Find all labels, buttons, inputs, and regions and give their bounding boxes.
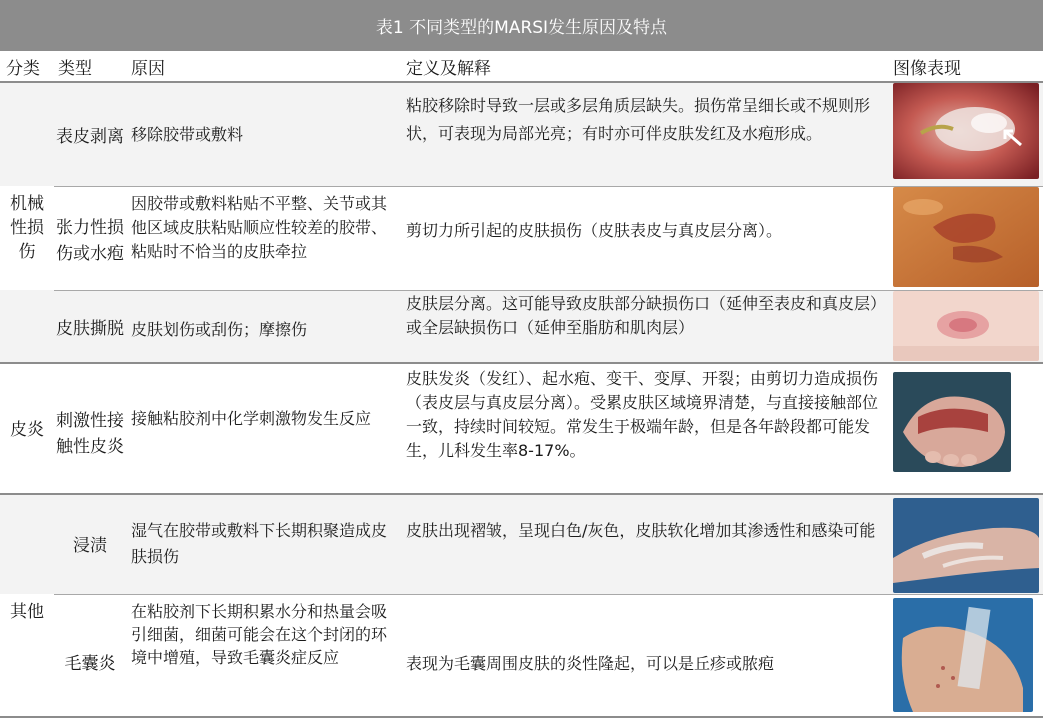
table-header-row — [0, 51, 1043, 83]
maceration-photo-icon — [893, 498, 1039, 593]
group-other — [2, 592, 52, 632]
group-mechanical — [2, 180, 52, 276]
skin-stripping-photo-icon — [893, 83, 1039, 179]
definition-cell: 剪切力所引起的皮肤损伤（皮肤表皮与真皮层分离）。 — [406, 221, 783, 240]
definition-cell: 皮肤出现褶皱，呈现白色/灰色，皮肤软化增加其渗透性和感染可能 — [406, 521, 876, 540]
cause-cell: 湿气在胶带或敷料下长期积聚造成皮肤损伤 — [131, 521, 388, 566]
definition-cell: 皮肤发炎（发红）、起水疱、变干、变厚、开裂；由剪切力造成损伤（表皮层与真皮层分离）。受累皮肤区域境界清楚，与直接接触部位一致，持续时间较短。常发生于极端年龄，但是各年龄段都可能发生，儿科发生率8-17%。 — [406, 369, 879, 460]
type-cell: 毛囊炎 — [64, 654, 116, 674]
group-divider — [0, 362, 1043, 364]
cause-cell: 移除胶带或敷料 — [131, 125, 244, 144]
definition-cell: 皮肤层分离。这可能导致皮肤部分缺损伤口（延伸至表皮和真皮层）或全层缺损伤口（延伸至脂肪和肌肉层） — [406, 294, 886, 337]
type-cell: 浸渍 — [73, 536, 107, 556]
tension-blister-photo-icon — [893, 187, 1039, 287]
type-cell: 张力性损伤或水疱 — [56, 218, 124, 264]
cause-cell: 因胶带或敷料粘贴不平整、关节或其他区域皮肤粘贴顺应性较差的胶带、粘贴时不恰当的皮肤牵拉 — [131, 194, 388, 261]
definition-cell: 表现为毛囊周围皮肤的炎性隆起，可以是丘疹或脓疱 — [406, 654, 775, 673]
header-definition: 定义及解释 — [406, 58, 491, 79]
folliculitis-photo-icon — [893, 598, 1033, 712]
group-dermatitis — [2, 410, 52, 450]
cause-cell: 在粘胶剂下长期积累水分和热量会吸引细菌，细菌可能会在这个封闭的环境中增殖，导致毛囊炎症反应 — [131, 602, 388, 667]
type-cell: 刺激性接触性皮炎 — [56, 411, 124, 457]
group-divider — [0, 493, 1043, 495]
table-title — [0, 0, 1043, 51]
group-label: 机械性损伤 — [10, 194, 44, 262]
header-image: 图像表现 — [893, 58, 961, 79]
header-category: 分类 — [6, 58, 40, 79]
header-type: 类型 — [58, 58, 92, 79]
type-cell: 皮肤撕脱 — [56, 319, 124, 339]
cause-cell: 皮肤划伤或刮伤；摩擦伤 — [131, 320, 308, 339]
row-divider — [54, 594, 1043, 595]
header-cause: 原因 — [131, 58, 165, 79]
group-label: 其他 — [10, 602, 44, 622]
table-title-text: 表1 不同类型的MARSI发生原因及特点 — [375, 18, 668, 38]
skin-tear-photo-icon — [893, 291, 1039, 361]
type-cell: 表皮剥离 — [56, 127, 124, 147]
definition-cell: 粘胶移除时导致一层或多层角质层缺失。损伤常呈细长或不规则形状，可表现为局部光亮；有时亦可伴皮肤发红及水疱形成。 — [406, 96, 871, 143]
group-label: 皮炎 — [10, 420, 44, 440]
contact-dermatitis-photo-icon — [893, 372, 1011, 472]
cause-cell: 接触粘胶剂中化学刺激物发生反应 — [131, 409, 372, 428]
